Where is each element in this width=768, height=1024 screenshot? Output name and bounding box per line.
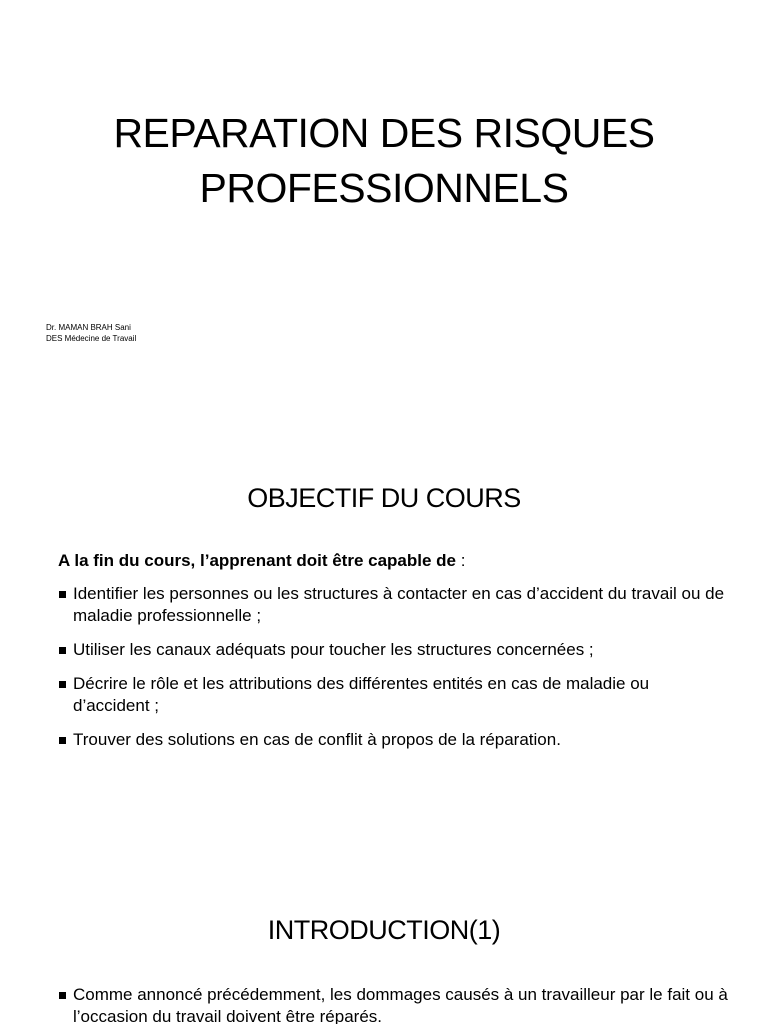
- objectives-heading: OBJECTIF DU COURS: [247, 483, 521, 513]
- objectives-slide: [0, 420, 768, 840]
- square-bullet-icon: [59, 737, 66, 744]
- objective-item: [58, 639, 728, 661]
- objective-text: Décrire le rôle et les attributions des différentes entités en cas de maladie ou d’accident ;: [73, 674, 650, 715]
- introduction-list: [58, 984, 728, 1024]
- introduction-item: [58, 984, 728, 1024]
- objectives-intro: [58, 550, 465, 572]
- square-bullet-icon: [59, 647, 66, 654]
- objective-text: Trouver des solutions en cas de conflit à propos de la réparation.: [73, 730, 561, 749]
- objective-item: [58, 673, 728, 717]
- introduction-text: Comme annoncé précédemment, les dommages causés à un travailleur par le fait ou à l’occasion du travail doivent être réparés.: [73, 985, 728, 1024]
- objective-item: [58, 583, 728, 627]
- objectives-intro-colon: :: [456, 551, 466, 570]
- introduction-slide: [0, 840, 768, 1024]
- author-name: Dr. MAMAN BRAH Sani: [46, 323, 131, 332]
- square-bullet-icon: [59, 992, 66, 999]
- introduction-heading: INTRODUCTION(1): [267, 915, 501, 945]
- objective-text: Identifier les personnes ou les structures à contacter en cas d’accident du travail ou de maladie professionnelle ;: [73, 584, 725, 625]
- objectives-intro-bold: A la fin du cours, l’apprenant doit être capable de: [58, 551, 456, 570]
- slide-title-line-1: REPARATION DES RISQUES: [113, 110, 655, 156]
- slide-title-line-2: PROFESSIONNELS: [199, 165, 569, 211]
- square-bullet-icon: [59, 681, 66, 688]
- title-slide: [0, 0, 768, 420]
- author-title: DES Médecine de Travail: [46, 334, 137, 343]
- objective-text: Utiliser les canaux adéquats pour toucher les structures concernées ;: [73, 640, 594, 659]
- objectives-list: [58, 583, 728, 763]
- objective-item: [58, 729, 728, 751]
- square-bullet-icon: [59, 591, 66, 598]
